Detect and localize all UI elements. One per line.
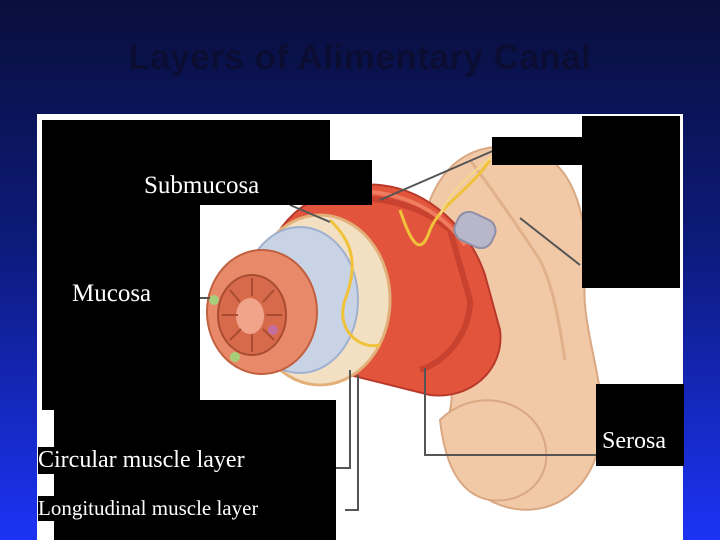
gland [268,325,278,335]
label-mucosa: Mucosa [72,280,152,307]
label-serosa: Serosa [602,428,666,454]
label-block [42,205,200,265]
label-block [42,120,330,160]
label-longitudinal-muscle: Longitudinal muscle layer [38,496,259,520]
label-submucosa: Submucosa [144,172,260,199]
label-circular-muscle: Circular muscle layer [38,447,245,473]
gland [209,295,219,305]
label-block [582,116,680,288]
gland [230,352,240,362]
slide-title: Layers of Alimentary Canal [128,38,592,77]
